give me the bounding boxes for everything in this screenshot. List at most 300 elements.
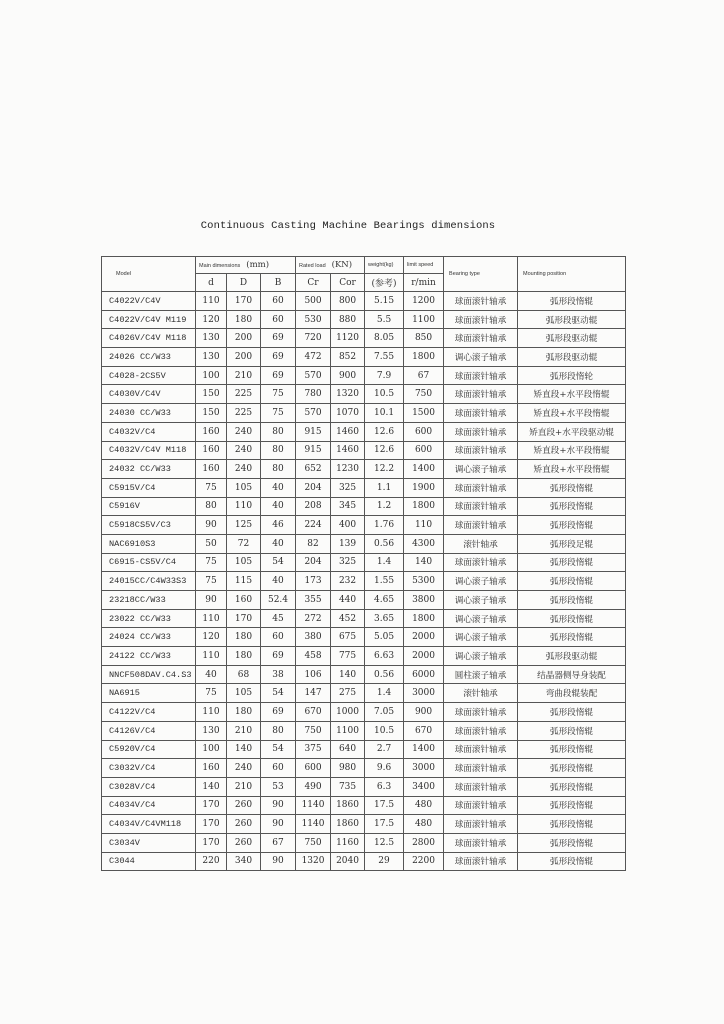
cell-d: 160 <box>196 759 227 778</box>
cell-model: C6915-CS5V/C4 <box>102 553 196 572</box>
cell-B: 60 <box>261 759 296 778</box>
cell-model: C4030V/C4V <box>102 385 196 404</box>
cell-D: 72 <box>227 534 261 553</box>
cell-model: C3044 <box>102 852 196 871</box>
cell-model: C5920V/C4 <box>102 740 196 759</box>
cell-B: 52.4 <box>261 591 296 610</box>
cell-d: 110 <box>196 292 227 311</box>
table-row <box>102 684 626 703</box>
cell-bearing-type: 调心滚子轴承 <box>444 609 518 628</box>
cell-bearing-type: 调心滚子轴承 <box>444 628 518 647</box>
header-speed-unit: r/min <box>404 274 444 292</box>
cell-D: 225 <box>227 385 261 404</box>
cell-bearing-type: 球面滚针轴承 <box>444 404 518 423</box>
cell-model: NA6915 <box>102 684 196 703</box>
header-main-dimensions-label: Main dimensions <box>199 263 241 269</box>
table-row <box>102 609 626 628</box>
cell-D: 240 <box>227 759 261 778</box>
cell-Cor: 232 <box>331 572 365 591</box>
cell-model: C4126V/C4 <box>102 721 196 740</box>
bearings-table <box>101 256 626 871</box>
cell-d: 170 <box>196 796 227 815</box>
header-rated-unit: (KN) <box>331 260 353 270</box>
cell-weight: 17.5 <box>365 796 404 815</box>
cell-model: 23218CC/W33 <box>102 591 196 610</box>
cell-limit-speed: 3000 <box>404 759 444 778</box>
table-row <box>102 478 626 497</box>
cell-limit-speed: 3800 <box>404 591 444 610</box>
cell-mounting-position: 弧形段驱动辊 <box>518 310 626 329</box>
cell-weight: 0.56 <box>365 534 404 553</box>
cell-limit-speed: 1800 <box>404 609 444 628</box>
cell-d: 100 <box>196 366 227 385</box>
header-row-1 <box>102 257 626 274</box>
cell-bearing-type: 球面滚针轴承 <box>444 366 518 385</box>
cell-Cr: 272 <box>296 609 331 628</box>
cell-weight: 1.4 <box>365 553 404 572</box>
table-row <box>102 740 626 759</box>
cell-D: 170 <box>227 609 261 628</box>
cell-limit-speed: 1400 <box>404 460 444 479</box>
cell-D: 240 <box>227 441 261 460</box>
cell-Cor: 2040 <box>331 852 365 871</box>
cell-bearing-type: 球面滚针轴承 <box>444 703 518 722</box>
cell-B: 80 <box>261 422 296 441</box>
cell-B: 69 <box>261 366 296 385</box>
cell-Cr: 750 <box>296 721 331 740</box>
cell-limit-speed: 5300 <box>404 572 444 591</box>
cell-mounting-position: 结晶器侧导身装配 <box>518 665 626 684</box>
table-row <box>102 366 626 385</box>
cell-limit-speed: 750 <box>404 385 444 404</box>
cell-Cor: 1000 <box>331 703 365 722</box>
cell-Cor: 1320 <box>331 385 365 404</box>
table-row <box>102 553 626 572</box>
cell-Cor: 852 <box>331 348 365 367</box>
cell-bearing-type: 球面滚针轴承 <box>444 497 518 516</box>
cell-limit-speed: 2000 <box>404 628 444 647</box>
cell-Cr: 1140 <box>296 796 331 815</box>
cell-D: 340 <box>227 852 261 871</box>
cell-D: 260 <box>227 833 261 852</box>
cell-Cor: 400 <box>331 516 365 535</box>
cell-B: 45 <box>261 609 296 628</box>
cell-weight: 10.1 <box>365 404 404 423</box>
cell-limit-speed: 6000 <box>404 665 444 684</box>
table-row <box>102 665 626 684</box>
cell-limit-speed: 1800 <box>404 497 444 516</box>
cell-model: C3028V/C4 <box>102 777 196 796</box>
cell-mounting-position: 弧形段惰辊 <box>518 478 626 497</box>
cell-Cr: 472 <box>296 348 331 367</box>
cell-limit-speed: 1400 <box>404 740 444 759</box>
table-row <box>102 497 626 516</box>
cell-weight: 10.5 <box>365 721 404 740</box>
header-weight-reference: (参考) <box>365 274 404 292</box>
cell-weight: 29 <box>365 852 404 871</box>
cell-weight: 5.05 <box>365 628 404 647</box>
cell-D: 105 <box>227 478 261 497</box>
table-row <box>102 292 626 311</box>
cell-d: 110 <box>196 647 227 666</box>
cell-Cor: 452 <box>331 609 365 628</box>
cell-mounting-position: 矫直段+水平段惰辊 <box>518 404 626 423</box>
cell-d: 220 <box>196 852 227 871</box>
cell-Cr: 652 <box>296 460 331 479</box>
cell-d: 160 <box>196 422 227 441</box>
cell-mounting-position: 矫直段+水平段惰辊 <box>518 460 626 479</box>
cell-Cor: 1070 <box>331 404 365 423</box>
cell-model: C5918CS5V/C3 <box>102 516 196 535</box>
cell-weight: 1.55 <box>365 572 404 591</box>
cell-mounting-position: 弧形段惰辊 <box>518 740 626 759</box>
cell-limit-speed: 480 <box>404 815 444 834</box>
cell-bearing-type: 调心滚子轴承 <box>444 460 518 479</box>
cell-Cr: 147 <box>296 684 331 703</box>
cell-d: 110 <box>196 609 227 628</box>
cell-Cr: 670 <box>296 703 331 722</box>
table-row <box>102 796 626 815</box>
cell-mounting-position: 弧形段足辊 <box>518 534 626 553</box>
cell-bearing-type: 球面滚针轴承 <box>444 329 518 348</box>
cell-d: 80 <box>196 497 227 516</box>
cell-bearing-type: 球面滚针轴承 <box>444 478 518 497</box>
cell-model: C4032V/C4V M118 <box>102 441 196 460</box>
cell-bearing-type: 球面滚针轴承 <box>444 385 518 404</box>
cell-mounting-position: 矫直段+水平段惰辊 <box>518 385 626 404</box>
cell-bearing-type: 球面滚针轴承 <box>444 422 518 441</box>
cell-limit-speed: 4300 <box>404 534 444 553</box>
table-row <box>102 777 626 796</box>
cell-d: 110 <box>196 703 227 722</box>
cell-weight: 0.56 <box>365 665 404 684</box>
cell-Cor: 1160 <box>331 833 365 852</box>
cell-bearing-type: 球面滚针轴承 <box>444 777 518 796</box>
cell-Cr: 720 <box>296 329 331 348</box>
cell-D: 105 <box>227 553 261 572</box>
cell-limit-speed: 850 <box>404 329 444 348</box>
header-model: Model <box>102 257 196 292</box>
cell-mounting-position: 弧形段驱动辊 <box>518 329 626 348</box>
cell-d: 120 <box>196 310 227 329</box>
table-row <box>102 759 626 778</box>
cell-mounting-position: 弧形段惰辊 <box>518 572 626 591</box>
cell-weight: 7.55 <box>365 348 404 367</box>
cell-Cor: 980 <box>331 759 365 778</box>
cell-model: 24030 CC/W33 <box>102 404 196 423</box>
cell-D: 160 <box>227 591 261 610</box>
cell-Cr: 375 <box>296 740 331 759</box>
header-D: D <box>227 274 261 292</box>
cell-bearing-type: 球面滚针轴承 <box>444 441 518 460</box>
cell-limit-speed: 3400 <box>404 777 444 796</box>
table-row <box>102 404 626 423</box>
cell-weight: 1.4 <box>365 684 404 703</box>
cell-model: C4034V/C4VM118 <box>102 815 196 834</box>
cell-D: 180 <box>227 703 261 722</box>
cell-B: 40 <box>261 572 296 591</box>
cell-d: 170 <box>196 833 227 852</box>
cell-mounting-position: 弧形段惰辊 <box>518 777 626 796</box>
document-title: Continuous Casting Machine Bearings dimensions <box>200 220 496 232</box>
table-row <box>102 628 626 647</box>
cell-Cor: 275 <box>331 684 365 703</box>
cell-mounting-position: 弧形段惰辊 <box>518 721 626 740</box>
cell-model: C4034V/C4 <box>102 796 196 815</box>
cell-d: 100 <box>196 740 227 759</box>
table-row <box>102 385 626 404</box>
cell-mounting-position: 弧形段惰辊 <box>518 628 626 647</box>
cell-d: 40 <box>196 665 227 684</box>
cell-bearing-type: 球面滚针轴承 <box>444 310 518 329</box>
cell-mounting-position: 弧形段惰辊 <box>518 553 626 572</box>
cell-model: 24026 CC/W33 <box>102 348 196 367</box>
cell-mounting-position: 弧形段惰辊 <box>518 759 626 778</box>
header-bearing-type: Bearing type <box>444 257 518 292</box>
cell-limit-speed: 1100 <box>404 310 444 329</box>
cell-Cor: 1100 <box>331 721 365 740</box>
cell-bearing-type: 圆柱滚子轴承 <box>444 665 518 684</box>
cell-bearing-type: 调心滚子轴承 <box>444 348 518 367</box>
cell-model: 24024 CC/W33 <box>102 628 196 647</box>
cell-bearing-type: 球面滚针轴承 <box>444 292 518 311</box>
table-row <box>102 460 626 479</box>
cell-B: 69 <box>261 703 296 722</box>
cell-Cor: 345 <box>331 497 365 516</box>
cell-Cr: 106 <box>296 665 331 684</box>
cell-D: 105 <box>227 684 261 703</box>
cell-d: 50 <box>196 534 227 553</box>
cell-bearing-type: 球面滚针轴承 <box>444 516 518 535</box>
cell-mounting-position: 弧形段惰轮 <box>518 366 626 385</box>
cell-d: 130 <box>196 329 227 348</box>
cell-limit-speed: 140 <box>404 553 444 572</box>
cell-D: 225 <box>227 404 261 423</box>
cell-limit-speed: 2800 <box>404 833 444 852</box>
cell-limit-speed: 1900 <box>404 478 444 497</box>
cell-bearing-type: 球面滚针轴承 <box>444 553 518 572</box>
cell-model: NNCF508DAV.C4.S3 <box>102 665 196 684</box>
cell-D: 125 <box>227 516 261 535</box>
header-Cr: Cr <box>296 274 331 292</box>
cell-d: 90 <box>196 591 227 610</box>
table-row <box>102 516 626 535</box>
table-row <box>102 534 626 553</box>
cell-Cor: 1120 <box>331 329 365 348</box>
cell-bearing-type: 滚针轴承 <box>444 684 518 703</box>
cell-weight: 7.05 <box>365 703 404 722</box>
cell-weight: 5.15 <box>365 292 404 311</box>
cell-d: 75 <box>196 572 227 591</box>
table-row <box>102 852 626 871</box>
table-row <box>102 703 626 722</box>
header-rated-load <box>296 257 365 274</box>
cell-B: 53 <box>261 777 296 796</box>
cell-d: 130 <box>196 348 227 367</box>
header-rated-load-label: Rated load <box>299 263 326 269</box>
cell-Cor: 735 <box>331 777 365 796</box>
cell-weight: 1.1 <box>365 478 404 497</box>
cell-mounting-position: 弧形段惰辊 <box>518 703 626 722</box>
cell-mounting-position: 弧形段驱动辊 <box>518 348 626 367</box>
cell-Cr: 915 <box>296 422 331 441</box>
cell-B: 75 <box>261 404 296 423</box>
cell-D: 260 <box>227 796 261 815</box>
cell-mounting-position: 弧形段惰辊 <box>518 609 626 628</box>
cell-mounting-position: 弧形段惰辊 <box>518 516 626 535</box>
cell-B: 60 <box>261 310 296 329</box>
cell-limit-speed: 600 <box>404 441 444 460</box>
cell-B: 90 <box>261 852 296 871</box>
cell-weight: 12.6 <box>365 441 404 460</box>
cell-bearing-type: 球面滚针轴承 <box>444 852 518 871</box>
cell-Cor: 325 <box>331 553 365 572</box>
cell-B: 69 <box>261 348 296 367</box>
cell-model: C5915V/C4 <box>102 478 196 497</box>
cell-mounting-position: 弯曲段辊装配 <box>518 684 626 703</box>
cell-Cr: 750 <box>296 833 331 852</box>
cell-Cr: 500 <box>296 292 331 311</box>
cell-Cr: 1320 <box>296 852 331 871</box>
cell-weight: 1.76 <box>365 516 404 535</box>
cell-Cr: 490 <box>296 777 331 796</box>
cell-model: C5916V <box>102 497 196 516</box>
table-row <box>102 591 626 610</box>
header-main-dimensions <box>196 257 296 274</box>
cell-model: NAC6910S3 <box>102 534 196 553</box>
cell-d: 75 <box>196 684 227 703</box>
cell-Cor: 1860 <box>331 796 365 815</box>
cell-d: 120 <box>196 628 227 647</box>
cell-model: 23022 CC/W33 <box>102 609 196 628</box>
cell-model: C4022V/C4V M119 <box>102 310 196 329</box>
cell-Cr: 224 <box>296 516 331 535</box>
cell-B: 40 <box>261 478 296 497</box>
cell-limit-speed: 67 <box>404 366 444 385</box>
cell-d: 150 <box>196 385 227 404</box>
cell-Cor: 440 <box>331 591 365 610</box>
cell-Cr: 208 <box>296 497 331 516</box>
cell-limit-speed: 900 <box>404 703 444 722</box>
cell-d: 130 <box>196 721 227 740</box>
cell-Cor: 1230 <box>331 460 365 479</box>
cell-d: 140 <box>196 777 227 796</box>
cell-Cr: 355 <box>296 591 331 610</box>
cell-model: C4032V/C4 <box>102 422 196 441</box>
cell-B: 46 <box>261 516 296 535</box>
cell-limit-speed: 670 <box>404 721 444 740</box>
cell-Cr: 530 <box>296 310 331 329</box>
cell-Cor: 640 <box>331 740 365 759</box>
cell-B: 54 <box>261 553 296 572</box>
cell-D: 180 <box>227 628 261 647</box>
cell-weight: 5.5 <box>365 310 404 329</box>
cell-limit-speed: 3000 <box>404 684 444 703</box>
cell-d: 150 <box>196 404 227 423</box>
cell-mounting-position: 弧形段惰辊 <box>518 292 626 311</box>
cell-weight: 3.65 <box>365 609 404 628</box>
cell-model: C4028-2CS5V <box>102 366 196 385</box>
cell-weight: 12.2 <box>365 460 404 479</box>
cell-d: 160 <box>196 460 227 479</box>
cell-Cr: 600 <box>296 759 331 778</box>
cell-d: 160 <box>196 441 227 460</box>
cell-D: 115 <box>227 572 261 591</box>
cell-mounting-position: 弧形段惰辊 <box>518 815 626 834</box>
cell-mounting-position: 弧形段惰辊 <box>518 852 626 871</box>
table-row <box>102 441 626 460</box>
cell-Cr: 204 <box>296 553 331 572</box>
table-row <box>102 647 626 666</box>
cell-B: 80 <box>261 441 296 460</box>
cell-B: 90 <box>261 796 296 815</box>
cell-B: 67 <box>261 833 296 852</box>
cell-model: 24015CC/C4W33S3 <box>102 572 196 591</box>
header-main-unit: (mm) <box>246 260 270 270</box>
cell-limit-speed: 600 <box>404 422 444 441</box>
cell-bearing-type: 调心滚子轴承 <box>444 647 518 666</box>
cell-d: 75 <box>196 553 227 572</box>
cell-bearing-type: 球面滚针轴承 <box>444 796 518 815</box>
cell-D: 200 <box>227 329 261 348</box>
cell-D: 200 <box>227 348 261 367</box>
table-header <box>102 257 626 292</box>
cell-Cor: 1460 <box>331 422 365 441</box>
cell-B: 69 <box>261 647 296 666</box>
cell-weight: 2.7 <box>365 740 404 759</box>
cell-weight: 12.5 <box>365 833 404 852</box>
header-weight: weight(kg) <box>365 257 404 274</box>
cell-mounting-position: 弧形段惰辊 <box>518 497 626 516</box>
cell-bearing-type: 球面滚针轴承 <box>444 815 518 834</box>
cell-weight: 4.65 <box>365 591 404 610</box>
cell-D: 180 <box>227 647 261 666</box>
cell-Cr: 1140 <box>296 815 331 834</box>
cell-model: 24122 CC/W33 <box>102 647 196 666</box>
cell-B: 90 <box>261 815 296 834</box>
cell-B: 60 <box>261 292 296 311</box>
cell-Cr: 380 <box>296 628 331 647</box>
cell-Cr: 458 <box>296 647 331 666</box>
cell-Cor: 775 <box>331 647 365 666</box>
cell-weight: 7.9 <box>365 366 404 385</box>
cell-D: 210 <box>227 721 261 740</box>
cell-D: 170 <box>227 292 261 311</box>
cell-D: 240 <box>227 460 261 479</box>
cell-B: 54 <box>261 684 296 703</box>
header-d: d <box>196 274 227 292</box>
table-row <box>102 833 626 852</box>
cell-Cor: 1460 <box>331 441 365 460</box>
cell-bearing-type: 球面滚针轴承 <box>444 833 518 852</box>
cell-B: 40 <box>261 497 296 516</box>
cell-Cr: 173 <box>296 572 331 591</box>
cell-Cr: 780 <box>296 385 331 404</box>
cell-weight: 12.6 <box>365 422 404 441</box>
cell-D: 140 <box>227 740 261 759</box>
header-Cor: Cor <box>331 274 365 292</box>
table-row <box>102 310 626 329</box>
cell-weight: 17.5 <box>365 815 404 834</box>
cell-limit-speed: 1500 <box>404 404 444 423</box>
cell-B: 80 <box>261 460 296 479</box>
table-row <box>102 348 626 367</box>
cell-D: 110 <box>227 497 261 516</box>
cell-model: C4026V/C4V M118 <box>102 329 196 348</box>
cell-D: 210 <box>227 366 261 385</box>
cell-Cor: 800 <box>331 292 365 311</box>
header-mounting-position: Mounting position <box>518 257 626 292</box>
